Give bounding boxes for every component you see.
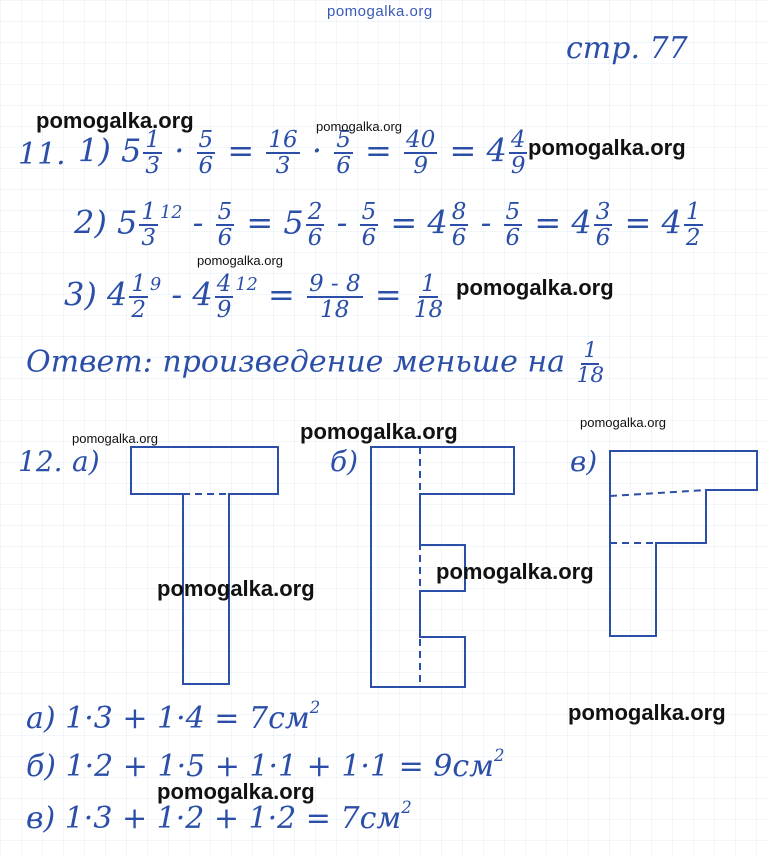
line1-frac2: $\frac{5}{6}$ xyxy=(198,127,214,180)
answer-frac: $\frac{1}{18}$ xyxy=(576,338,605,388)
line2-frac3: $\frac{2}{6}$ xyxy=(307,199,323,252)
line2-whole5: 4 xyxy=(427,203,448,242)
task12-number: 12. xyxy=(18,445,63,478)
line3-frac4: $\frac{1}{18}$ xyxy=(413,271,444,324)
line1-op1: · xyxy=(174,131,185,170)
line2-frac5: $\frac{8}{6}$ xyxy=(451,199,467,252)
line1-frac1: $\frac{1}{3}$ xyxy=(145,127,161,180)
line2-frac1: $\frac{1}{3}$ xyxy=(141,199,157,252)
watermark-6: pomogalka.org xyxy=(580,415,666,430)
eq-v-power: 2 xyxy=(401,798,412,817)
line1-label: 1) xyxy=(78,131,111,170)
line2-frac6: $\frac{5}{6}$ xyxy=(505,199,521,252)
task12-label-b: б) xyxy=(330,445,359,478)
line3-op1: - xyxy=(171,275,183,314)
watermark-5: pomogalka.org xyxy=(456,275,614,300)
line2-sup: 12 xyxy=(160,202,183,223)
watermark-4: pomogalka.org xyxy=(197,253,283,268)
task12-label-v: в) xyxy=(570,445,598,478)
figure-a xyxy=(131,447,278,684)
eq-b xyxy=(26,748,505,782)
line2-op3: - xyxy=(480,203,492,242)
watermark-11: pomogalka.org xyxy=(568,700,726,725)
eq-b-label: б) xyxy=(26,748,57,784)
line1-eq1: = xyxy=(227,131,255,170)
line2-eq3: = xyxy=(534,203,562,242)
watermark-12: pomogalka.org xyxy=(157,779,315,804)
line3-frac3: $\frac{9 - 8}{18}$ xyxy=(308,271,361,324)
line1-eq2: = xyxy=(365,131,392,170)
eq-a-label: а) xyxy=(26,700,56,736)
task12-label-a: а) xyxy=(72,445,100,478)
top-watermark: pomogalka.org xyxy=(327,3,433,20)
line2-label: 2) xyxy=(74,203,107,242)
figure-v-dashed-1 xyxy=(610,490,706,496)
eq-a xyxy=(26,700,320,734)
watermark-10: pomogalka.org xyxy=(157,576,315,601)
line3-sup1: 9 xyxy=(150,274,162,295)
watermark-9: pomogalka.org xyxy=(436,559,594,584)
line1-whole6: 4 xyxy=(486,131,507,170)
eq-v-text: 1·3 + 1·2 + 1·2 = 7см xyxy=(64,800,402,836)
line3-sup2: 12 xyxy=(235,274,258,295)
eq-v-label: в) xyxy=(26,800,56,836)
answer-text: Ответ: произведение меньше на xyxy=(26,344,566,380)
watermark-1: pomogalka.org xyxy=(36,108,194,133)
page-label: стр. 77 xyxy=(566,31,688,66)
watermark-7: pomogalka.org xyxy=(300,419,458,444)
line3-whole2: 4 xyxy=(192,275,213,314)
line2-op2: - xyxy=(336,203,348,242)
eq-a-power: 2 xyxy=(309,698,321,717)
line2-op1: - xyxy=(192,203,204,242)
watermark-8: pomogalka.org xyxy=(72,431,158,446)
line2-eq1: = xyxy=(246,203,274,242)
eq-b-power: 2 xyxy=(494,746,505,765)
line2-frac7: $\frac{3}{6}$ xyxy=(595,199,611,252)
line2-frac4: $\frac{5}{6}$ xyxy=(361,199,377,252)
watermark-2: pomogalka.org xyxy=(316,119,402,134)
line3-eq1: = xyxy=(267,275,295,314)
line1-frac5: $\frac{40}{9}$ xyxy=(406,127,436,180)
eq-a-text: 1·3 + 1·4 = 7см xyxy=(65,700,310,736)
line3-whole1: 4 xyxy=(107,275,128,314)
line2-whole8: 4 xyxy=(661,203,682,242)
watermark-3: pomogalka.org xyxy=(528,135,686,160)
line1-op2: · xyxy=(311,131,323,170)
line3-frac2: $\frac{4}{9}$ xyxy=(216,271,232,324)
line2-eq2: = xyxy=(390,203,418,242)
eq-b-text: 1·2 + 1·5 + 1·1 + 1·1 = 9см xyxy=(65,748,494,784)
figure-v xyxy=(610,451,757,636)
line1-frac3: $\frac{16}{3}$ xyxy=(268,127,298,180)
line1-frac6: $\frac{4}{9}$ xyxy=(510,127,526,180)
eq-v xyxy=(26,800,412,834)
line2-eq4: = xyxy=(624,203,652,242)
line2-frac2: $\frac{5}{6}$ xyxy=(217,199,233,252)
task11-number: 11. xyxy=(18,137,66,172)
line3-label: 3) xyxy=(64,275,97,314)
line2-whole7: 4 xyxy=(571,203,592,242)
line1-whole1: 5 xyxy=(121,131,142,170)
line2-whole1: 5 xyxy=(117,203,138,242)
line2-frac8: $\frac{1}{2}$ xyxy=(685,199,701,252)
line3-eq2: = xyxy=(374,275,402,314)
line1-eq3: = xyxy=(449,131,477,170)
line2-whole3: 5 xyxy=(283,203,304,242)
line1-frac4: $\frac{5}{6}$ xyxy=(336,127,351,180)
line3-frac1: $\frac{1}{2}$ xyxy=(131,271,147,324)
